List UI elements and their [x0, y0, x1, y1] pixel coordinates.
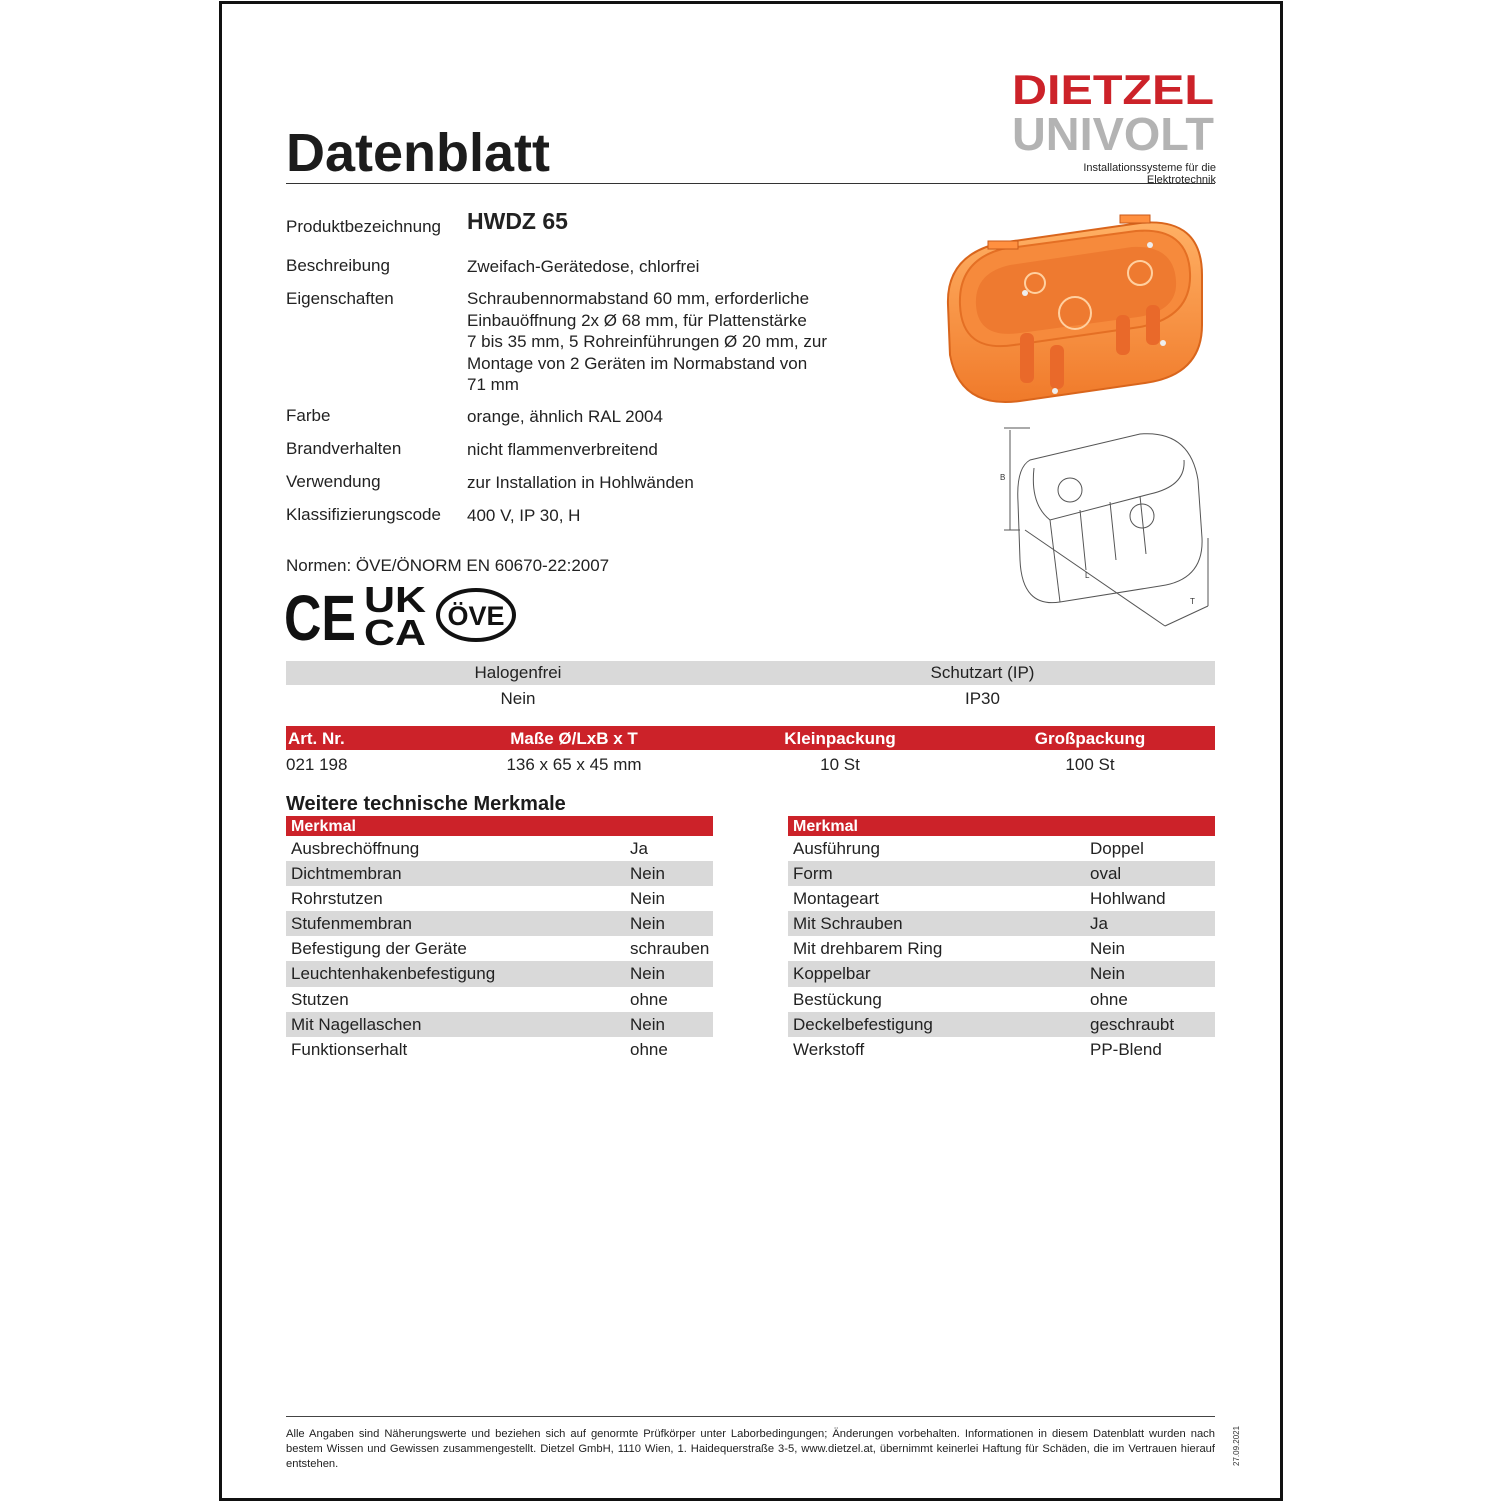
merkmal-table-right [788, 816, 1215, 1062]
table-row: Stufenmembran Nein [286, 911, 713, 936]
article-header-masse: Maße Ø/LxB x T [510, 729, 638, 748]
brandverhalten-label: Brandverhalten [286, 439, 402, 458]
brand-logo [1012, 66, 1218, 158]
table-row: Bestückung ohne [793, 989, 1128, 1009]
table-row: Leuchtenhakenbefestigung Nein [286, 961, 713, 986]
normen-text: Normen: ÖVE/ÖNORM EN 60670-22:2007 [286, 556, 610, 575]
table-row: Rohrstutzen Nein [291, 889, 665, 909]
article-value-artnr: 021 198 [286, 755, 348, 774]
article-header-kleinpackung: Kleinpackung [784, 729, 896, 748]
footer-divider [286, 1416, 1215, 1417]
props-value-halogenfrei: Nein [500, 689, 536, 708]
beschreibung-value: Zweifach-Gerätedose, chlorfrei [467, 257, 700, 276]
props-header-schutzart: Schutzart (IP) [930, 663, 1035, 682]
ce-mark: CE [284, 582, 356, 648]
verwendung-value: zur Installation in Hohlwänden [467, 473, 694, 492]
dim-t: T [1190, 597, 1195, 606]
article-value-kleinpackung: 10 St [820, 755, 860, 774]
props-header-halogenfrei: Halogenfrei [474, 663, 562, 682]
table-row: Dichtmembran Nein [286, 861, 713, 886]
document-date: 27.09.2021 [1232, 1425, 1241, 1466]
technical-drawing [990, 420, 1215, 630]
farbe-value: orange, ähnlich RAL 2004 [467, 407, 663, 426]
logo-line1: DIETZEL [1012, 66, 1214, 113]
table-row: Stutzen ohne [291, 989, 668, 1009]
table-row: Mit Nagellaschen Nein [286, 1012, 713, 1037]
certification-marks [284, 582, 519, 648]
article-value-masse: 136 x 65 x 45 mm [506, 755, 642, 774]
merkmal-table-left-header: Merkmal [286, 816, 713, 836]
table-row: Ausführung Doppel [793, 839, 1144, 858]
produkt-value: HWDZ 65 [467, 208, 568, 234]
article-header-grosspackung: Großpackung [1034, 729, 1146, 748]
table-row: Koppelbar Nein [788, 961, 1215, 986]
table-row: Deckelbefestigung geschraubt [788, 1012, 1215, 1037]
eigenschaften-label: Eigenschaften [286, 289, 394, 308]
klassifizierung-label: Klassifizierungscode [286, 505, 441, 524]
logo-line2: UNIVOLT [1012, 108, 1214, 158]
produkt-label: Produktbezeichnung [286, 217, 442, 236]
verwendung-label: Verwendung [286, 472, 381, 491]
props-value-schutzart: IP30 [965, 689, 1000, 708]
ukca-mark-ca: CA [364, 612, 426, 648]
ove-mark: ÖVE [447, 601, 505, 631]
table-row: Funktionserhalt ohne [291, 1039, 668, 1059]
merkmal-table-right-header: Merkmal [788, 816, 1215, 836]
merkmale-title: Weitere technische Merkmale [286, 793, 566, 815]
table-row: Ausbrechöffnung Ja [291, 839, 648, 858]
table-row: Form oval [788, 861, 1215, 886]
ukca-mark-uk: UK [364, 582, 426, 620]
brand-tagline: Installationssysteme für die Elektrotechnik [1083, 162, 1216, 186]
page-title: Datenblatt [286, 123, 551, 183]
eigenschaften-value: Schraubennormabstand 60 mm, erforderliche Einbauöffnung 2x Ø 68 mm, für Plattenstärke 7 bis 35 mm, 5 Rohreinführungen Ø 20 mm, zur Montage von 2 Geräten im Normabstand von 71 mm [467, 289, 827, 394]
table-row: Mit Schrauben Ja [788, 911, 1215, 936]
table-row: Werkstoff PP-Blend [793, 1039, 1162, 1059]
farbe-label: Farbe [286, 406, 331, 425]
article-header-artnr: Art. Nr. [288, 729, 345, 748]
brandverhalten-value: nicht flammenverbreitend [467, 440, 658, 459]
beschreibung-label: Beschreibung [286, 256, 390, 275]
table-row: Befestigung der Geräte schrauben [291, 939, 710, 959]
dim-b: B [1000, 473, 1006, 482]
merkmal-table-left [286, 816, 713, 1062]
article-value-grosspackung: 100 St [1065, 755, 1115, 774]
table-row: Mit drehbarem Ring Nein [793, 939, 1125, 959]
footer-disclaimer: Alle Angaben sind Näherungswerte und beziehen sich auf genormte Prüfkörper unter Laborbedingungen; Änderungen vorbehalten. Informationen in diesem Datenblatt wurden nach bestem Wissen und Gewissen zusammengestellt. Dietzel GmbH, 1110 Wien, 1. Haidequerstraße 3-5, www.dietzel.at, übernimmt keinerlei Haftung für Schäden, die im Vertrauen hierauf entstehen. [286, 1428, 1215, 1470]
klassifizierung-value: 400 V, IP 30, H [467, 506, 581, 525]
dim-l: L [1085, 571, 1090, 580]
table-row: Montageart Hohlwand [793, 889, 1166, 909]
product-photo [940, 205, 1220, 415]
